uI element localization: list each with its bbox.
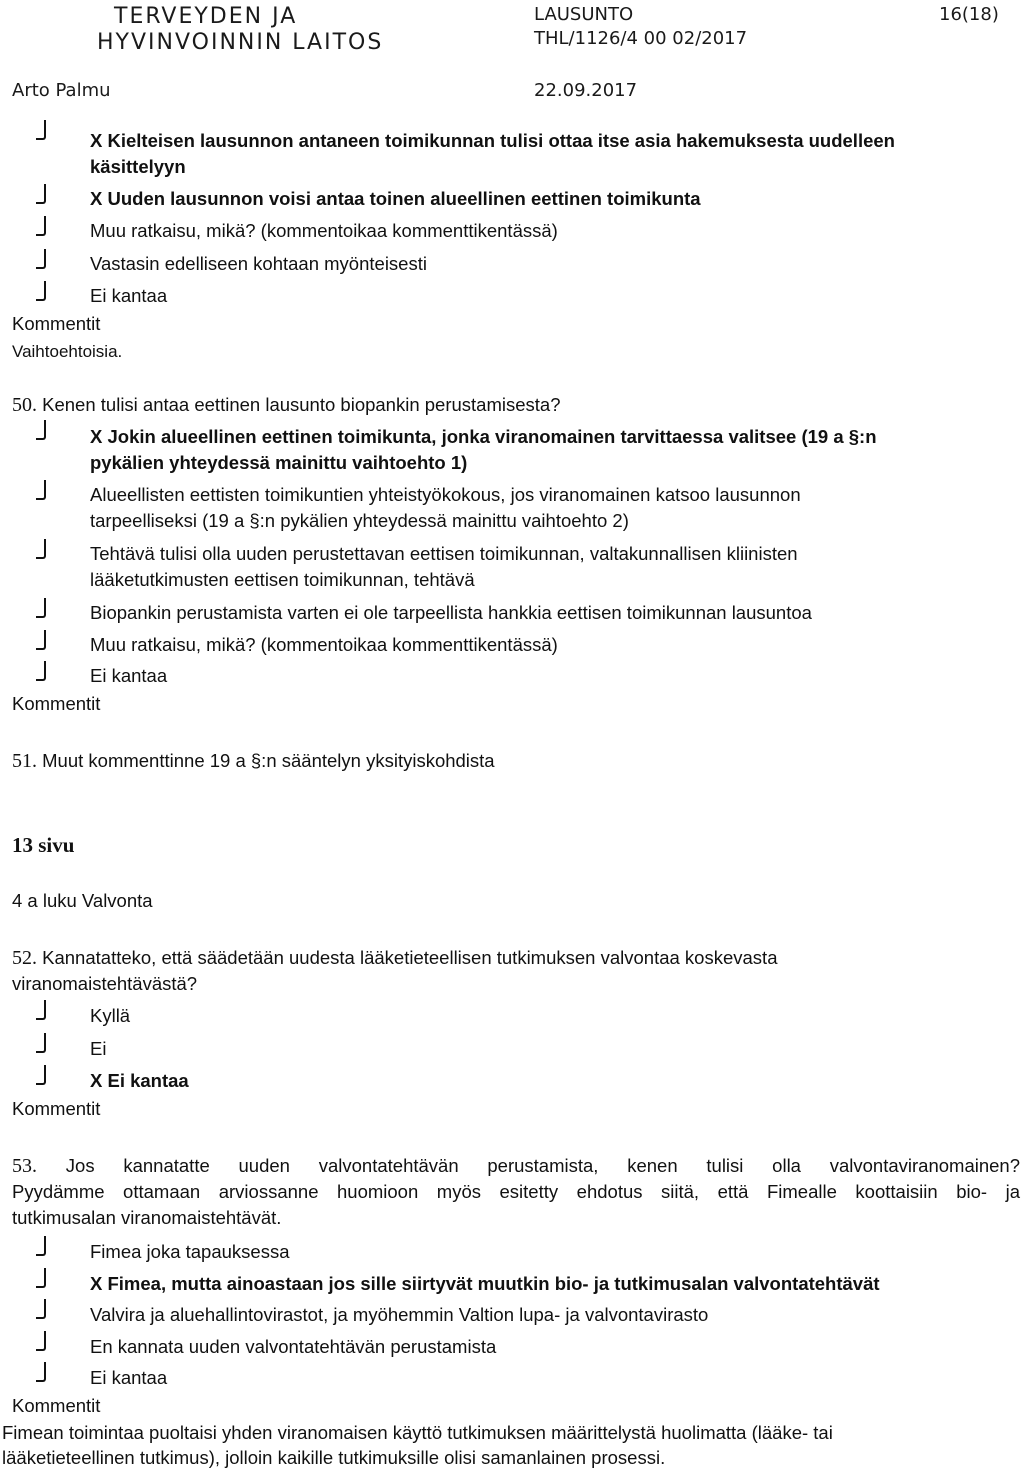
checkbox-mark-icon[interactable]	[36, 1268, 46, 1288]
q51-number: 51.	[12, 750, 37, 772]
q52-question-cont: viranomaistehtävästä?	[12, 973, 198, 994]
q51-question-text: Muut kommenttinne 19 a §:n sääntelyn yksityiskohdista	[42, 750, 495, 771]
q49-comment: Vaihtoehtoisia.	[12, 342, 123, 361]
checkbox-mark-icon[interactable]	[36, 598, 46, 618]
document-type: LAUSUNTO	[534, 4, 634, 25]
checkbox-mark-icon[interactable]	[36, 539, 46, 559]
q50-option-2: Alueellisten eettisten toimikuntien yhteistyökokous, jos viranomainen katsoo lausunnon	[90, 484, 801, 505]
q52-question	[12, 946, 777, 970]
q52-option-2: Ei	[90, 1038, 107, 1059]
checkbox-mark-icon[interactable]	[36, 661, 46, 681]
q52-option-1: Kyllä	[90, 1005, 131, 1026]
q50-question	[12, 393, 561, 417]
checkbox-mark-icon[interactable]	[36, 1299, 46, 1319]
checkbox-mark-icon[interactable]	[36, 249, 46, 269]
q53-question-line2: Pyydämme ottamaan arviossanne huomioon myös esitetty ehdotus siitä, että Fimealle koottaisiin bio- ja	[12, 1181, 1020, 1202]
q50-option-3-cont: lääketutkimusten eettisen toimikunnan, tehtävä	[90, 569, 475, 590]
q50-option-1: X Jokin alueellinen eettinen toimikunta, jonka viranomainen tarvittaessa valitsee (19 a §:n	[90, 426, 877, 447]
q49-option-2: X Uuden lausunnon voisi antaa toinen alueellinen eettinen toimikunta	[90, 188, 701, 209]
checkbox-mark-icon[interactable]	[36, 120, 46, 140]
q50-option-6: Ei kantaa	[90, 665, 168, 686]
chapter-heading: 4 a luku Valvonta	[12, 890, 153, 911]
q53-option-2: X Fimea, mutta ainoastaan jos sille siirtyvät muutkin bio- ja tutkimusalan valvontatehtävät	[90, 1273, 880, 1294]
q49-option-4: Vastasin edelliseen kohtaan myönteisesti	[90, 253, 427, 274]
checkbox-mark-icon[interactable]	[36, 281, 46, 301]
checkbox-mark-icon[interactable]	[36, 420, 46, 440]
q50-number: 50.	[12, 394, 37, 416]
document-date: 22.09.2017	[534, 80, 638, 101]
q50-option-4: Biopankin perustamista varten ei ole tarpeellista hankkia eettisen toimikunnan lausuntoa	[90, 602, 812, 623]
q49-option-1-cont: käsittelyyn	[90, 156, 186, 177]
checkbox-mark-icon[interactable]	[36, 630, 46, 650]
q53-question-text: Jos kannatatte uuden valvontatehtävän perustamista, kenen tulisi olla valvontaviranomainen?	[65, 1155, 1020, 1176]
q49-comment-label: Kommentit	[12, 313, 101, 334]
checkbox-mark-icon[interactable]	[36, 216, 46, 236]
q51-question	[12, 749, 495, 773]
q53-option-3: Valvira ja aluehallintovirastot, ja myöhemmin Valtion lupa- ja valvontavirasto	[90, 1304, 709, 1325]
q50-comment-label: Kommentit	[12, 693, 101, 714]
checkbox-mark-icon[interactable]	[36, 480, 46, 500]
org-name-line2: HYVINVOINNIN LAITOS	[97, 30, 384, 55]
checkbox-mark-icon[interactable]	[36, 1331, 46, 1351]
q53-option-5: Ei kantaa	[90, 1367, 168, 1388]
q53-option-1: Fimea joka tapauksessa	[90, 1241, 290, 1262]
q50-option-1-cont: pykälien yhteydessä mainittu vaihtoehto 1)	[90, 452, 468, 473]
q50-question-text: Kenen tulisi antaa eettinen lausunto biopankin perustamisesta?	[42, 394, 561, 415]
q53-comment-line1: Fimean toimintaa puoltaisi yhden viranomaisen käyttö tutkimuksen määrittelystä huolimatta (lääke- tai	[2, 1422, 833, 1443]
checkbox-mark-icon[interactable]	[36, 1065, 46, 1085]
checkbox-mark-icon[interactable]	[36, 1033, 46, 1053]
checkbox-mark-icon[interactable]	[36, 1000, 46, 1020]
author-name: Arto Palmu	[12, 80, 111, 101]
page-number: 16(18)	[939, 4, 999, 25]
q53-comment-line2: lääketieteellinen tutkimus), jolloin kaikille tutkimuksille olisi samanlainen prosessi.	[2, 1447, 666, 1468]
q53-question-line3: tutkimusalan viranomaistehtävät.	[12, 1207, 282, 1228]
checkbox-mark-icon[interactable]	[36, 1236, 46, 1256]
q53-option-4: En kannata uuden valvontatehtävän perustamista	[90, 1336, 497, 1357]
org-name-line1: TERVEYDEN JA	[114, 4, 298, 29]
q52-option-3: X Ei kantaa	[90, 1070, 189, 1091]
q50-option-3: Tehtävä tulisi olla uuden perustettavan eettisen toimikunnan, valtakunnallisen kliinisten	[90, 543, 798, 564]
checkbox-mark-icon[interactable]	[36, 1362, 46, 1382]
q49-option-1: X Kielteisen lausunnon antaneen toimikunnan tulisi ottaa itse asia hakemuksesta uudelleen	[90, 130, 895, 151]
q53-number: 53.	[12, 1155, 37, 1177]
q49-option-5: Ei kantaa	[90, 285, 168, 306]
q50-option-5: Muu ratkaisu, mikä? (kommentoikaa kommenttikentässä)	[90, 634, 558, 655]
q52-number: 52.	[12, 947, 37, 969]
q53-question-line1	[12, 1154, 1020, 1178]
q53-comment-label: Kommentit	[12, 1395, 101, 1416]
q52-question-text: Kannatatteko, että säädetään uudesta lääketieteellisen tutkimuksen valvontaa koskevasta	[42, 947, 778, 968]
q52-comment-label: Kommentit	[12, 1098, 101, 1119]
checkbox-mark-icon[interactable]	[36, 184, 46, 204]
q50-option-2-cont: tarpeelliseksi (19 a §:n pykälien yhteydessä mainittu vaihtoehto 2)	[90, 510, 629, 531]
q49-option-3: Muu ratkaisu, mikä? (kommentoikaa kommenttikentässä)	[90, 220, 558, 241]
page-section-heading: 13 sivu	[12, 833, 75, 857]
document-number: THL/1126/4 00 02/2017	[534, 28, 748, 49]
